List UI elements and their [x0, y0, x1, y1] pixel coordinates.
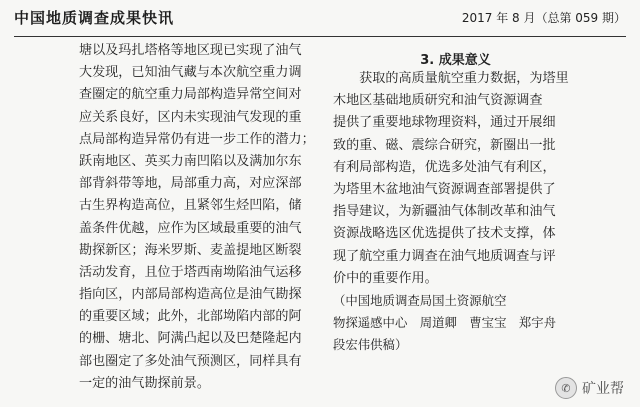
- section-heading: 3. 成果意义: [420, 53, 491, 68]
- text-line: 的重要区域；此外，北部坳陷内部的阿: [79, 309, 302, 325]
- credit-line: （中国地质调查局国土资源航空: [333, 292, 507, 308]
- text-line: 资源战略选区优选提供了技术支撑，体: [333, 226, 556, 242]
- text-line: 应关系良好，区内未实现油气发现的重: [79, 109, 302, 125]
- wechat-icon: ✆: [555, 377, 577, 399]
- text-line: 古生界构造高位，且紧邻生烃凹陷，储: [79, 198, 302, 214]
- text-line: 勘探新区；海米罗斯、麦盖提地区断裂: [79, 242, 302, 258]
- header-rule: [14, 36, 626, 37]
- text-line: 提供了重要地球物理资料，通过开展细: [333, 115, 556, 131]
- text-line: 一定的油气勘探前景。: [79, 375, 210, 391]
- text-line: 为塔里木盆地油气资源调查部署提供了: [333, 181, 556, 197]
- left-column: [79, 40, 319, 395]
- text-line: 获取的高质量航空重力数据，为塔里: [333, 71, 569, 86]
- watermark-text: 矿业帮: [582, 381, 624, 397]
- text-line: 盖条件优越，应作为区域最重要的油气: [79, 220, 302, 236]
- text-line: 木地区基础地质研究和油气资源调查: [333, 93, 543, 109]
- credit-line: 段宏伟供稿）: [333, 337, 408, 353]
- page-header: [14, 0, 626, 34]
- text-line: 塘以及玛扎塔格等地区现已实现了油气: [79, 43, 302, 58]
- credit-line: 物探遥感中心 周道卿 曹宝宝 郑宇舟: [333, 315, 557, 331]
- issue-info: 2017 年 8 月（总第 059 期）: [461, 10, 626, 25]
- text-line: 指导建议，为新疆油气体制改革和油气: [333, 204, 556, 220]
- right-column: [333, 40, 578, 356]
- text-line: 大发现，已知油气藏与本次航空重力调: [79, 65, 302, 81]
- text-line: 查圈定的航空重力局部构造异常空间对: [79, 87, 302, 103]
- text-line: 点局部构造异常仍有进一步工作的潜力；: [79, 131, 315, 147]
- text-line: 部背斜带等地，局部重力高，对应深部: [79, 176, 302, 192]
- text-line: 活动发育，且位于塔西南坳陷油气运移: [79, 264, 302, 280]
- journal-title: 中国地质调查成果快讯: [14, 8, 175, 27]
- text-line: 价中的重要作用。: [333, 270, 438, 286]
- text-line: 指向区，内部局部构造高位是油气勘探: [79, 287, 302, 303]
- text-line: 有利局部构造，优选多处油气有利区，: [333, 159, 556, 175]
- text-line: 现了航空重力调查在油气地质调查与评: [333, 248, 556, 264]
- text-line: 致的重、磁、震综合研究，新圈出一批: [333, 137, 556, 153]
- watermark: [555, 377, 624, 399]
- text-line: 的栅、塘北、阿满凸起以及巴楚隆起内: [79, 331, 302, 347]
- text-line: 跃南地区、英买力南凹陷以及满加尔东: [79, 153, 302, 169]
- text-line: 部也圈定了多处油气预测区，同样具有: [79, 353, 302, 369]
